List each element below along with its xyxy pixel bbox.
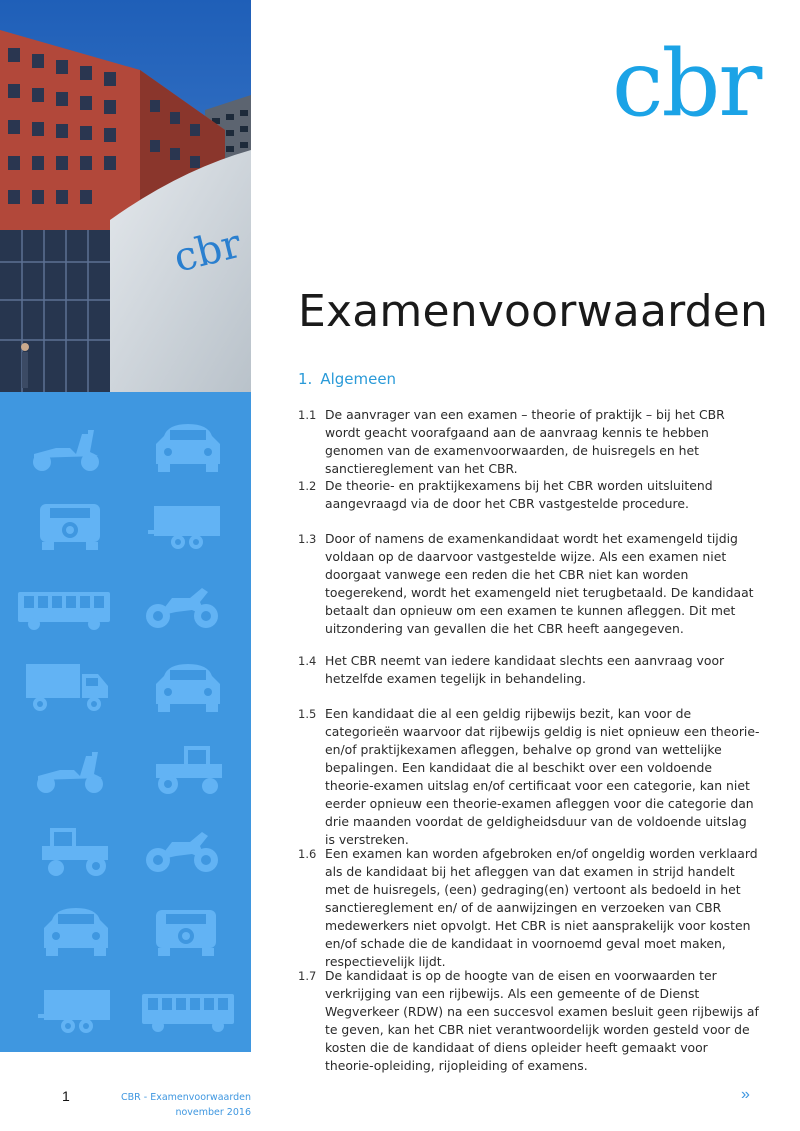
sign-logo-text: cbr (169, 220, 246, 282)
car-front-icon (36, 902, 116, 958)
jeep-icon (30, 496, 110, 552)
tractor-icon (36, 822, 116, 878)
page-number: 1 (62, 1088, 70, 1104)
page-title: Examenvoorwaarden (298, 286, 769, 337)
clause-1-2 (298, 477, 760, 513)
clause-number: 1.6 (298, 847, 317, 861)
clause-number: 1.7 (298, 969, 317, 983)
clause-text: Een kandidaat die al een geldig rijbewijs bezit, kan voor de categorieën waarvoor dat rijbewijs geldig is niet opnieuw een theorie- en/of praktijkexamen afleggen, behalve op grond van wettelijke bepalingen. Een kandidaat die al beschikt over een voldoende theorie-examen uitslag en/of certificaat voor een categorie, kan niet eerder opnieuw een theorie-examen afleggen voor die categorie dan drie maanden voordat de geldigheidsduur van de voldoende uitslag is verstreken. (325, 706, 760, 847)
section-heading (298, 370, 396, 388)
clause-1-1 (298, 406, 760, 478)
trailer-icon (38, 980, 118, 1036)
car-front-icon (148, 418, 228, 474)
bus-icon (140, 980, 236, 1036)
clause-1-7 (298, 967, 760, 1075)
clause-1-6 (298, 845, 760, 971)
clause-number: 1.3 (298, 532, 317, 546)
trailer-icon (148, 496, 228, 552)
motorcycle-icon (142, 822, 222, 878)
clause-1-4 (298, 652, 760, 688)
building-photo (0, 0, 251, 392)
footer-document-info (120, 1090, 251, 1120)
section-number: 1. (298, 370, 313, 388)
clause-text: De aanvrager van een examen – theorie of praktijk – bij het CBR wordt geacht voorafgaand aan de aanvraag kennis te hebben genomen van de examenvoorwaarden, de huisregels en het sanctiereglement van het CBR. (325, 407, 725, 476)
cbr-logo: cbr (612, 30, 761, 137)
jeep-icon (146, 902, 226, 958)
bus-icon (16, 578, 112, 634)
footer-date: november 2016 (175, 1107, 251, 1118)
clause-number: 1.5 (298, 707, 317, 721)
clause-text: Door of namens de examenkandidaat wordt het examengeld tijdig voldaan op de daarvoor vastgestelde wijze. Als een examen niet doorgaat vanwege een reden die het CBR niet kan worden toegerekend, wordt het examengeld niet terugbetaald. De kandidaat betaalt dan opnieuw om een examen te kunnen afleggen. Dit met uitzondering van gevallen die het CBR heeft aangegeven. (325, 531, 754, 636)
clause-text: De theorie- en praktijkexamens bij het CBR worden uitsluitend aangevraagd via de door het CBR vastgestelde procedure. (325, 478, 713, 511)
vehicle-icon-panel (0, 392, 251, 1052)
footer-document-title: CBR - Examenvoorwaarden (121, 1092, 251, 1103)
scooter-icon (26, 418, 106, 474)
truck-icon (24, 658, 110, 714)
clause-1-5 (298, 705, 760, 849)
tractor-icon (148, 740, 228, 796)
next-page-chevron-icon[interactable]: » (741, 1086, 750, 1103)
clause-1-3 (298, 530, 760, 638)
clause-number: 1.2 (298, 479, 317, 493)
motorcycle-icon (142, 578, 222, 634)
car-front-icon (148, 658, 228, 714)
scooter-icon (30, 740, 110, 796)
clause-number: 1.1 (298, 408, 317, 422)
clause-text: Een examen kan worden afgebroken en/of ongeldig worden verklaard als de kandidaat bij het afleggen van dat examen in strijd handelt met de huisregels, (een) gedraging(en) vertoont als bedoeld in het sanctiereglement en/ of de aanwijzingen en verzoeken van CBR medewerkers niet opvolgt. Het CBR is niet aansprakelijk voor kosten en/of schade die de kandidaat in voornoemd geval moet maken, respectievelijk lijdt. (325, 846, 758, 969)
section-title: Algemeen (320, 370, 397, 388)
clause-text: Het CBR neemt van iedere kandidaat slechts een aanvraag voor hetzelfde examen tegelijk in behandeling. (325, 653, 725, 686)
building-photo-illustration (0, 0, 251, 392)
clause-text: De kandidaat is op de hoogte van de eisen en voorwaarden ter verkrijging van een rijbewijs. Als een gemeente of de Dienst Wegverkeer (RDW) na een succesvol examen besluit geen rijbewijs af te geven, kan het CBR niet verantwoordelijk worden gesteld voor de kosten die de kandidaat of diens opleider heeft gemaakt voor theorie-opleiding, rijopleiding of examens. (325, 968, 759, 1073)
clause-number: 1.4 (298, 654, 317, 668)
